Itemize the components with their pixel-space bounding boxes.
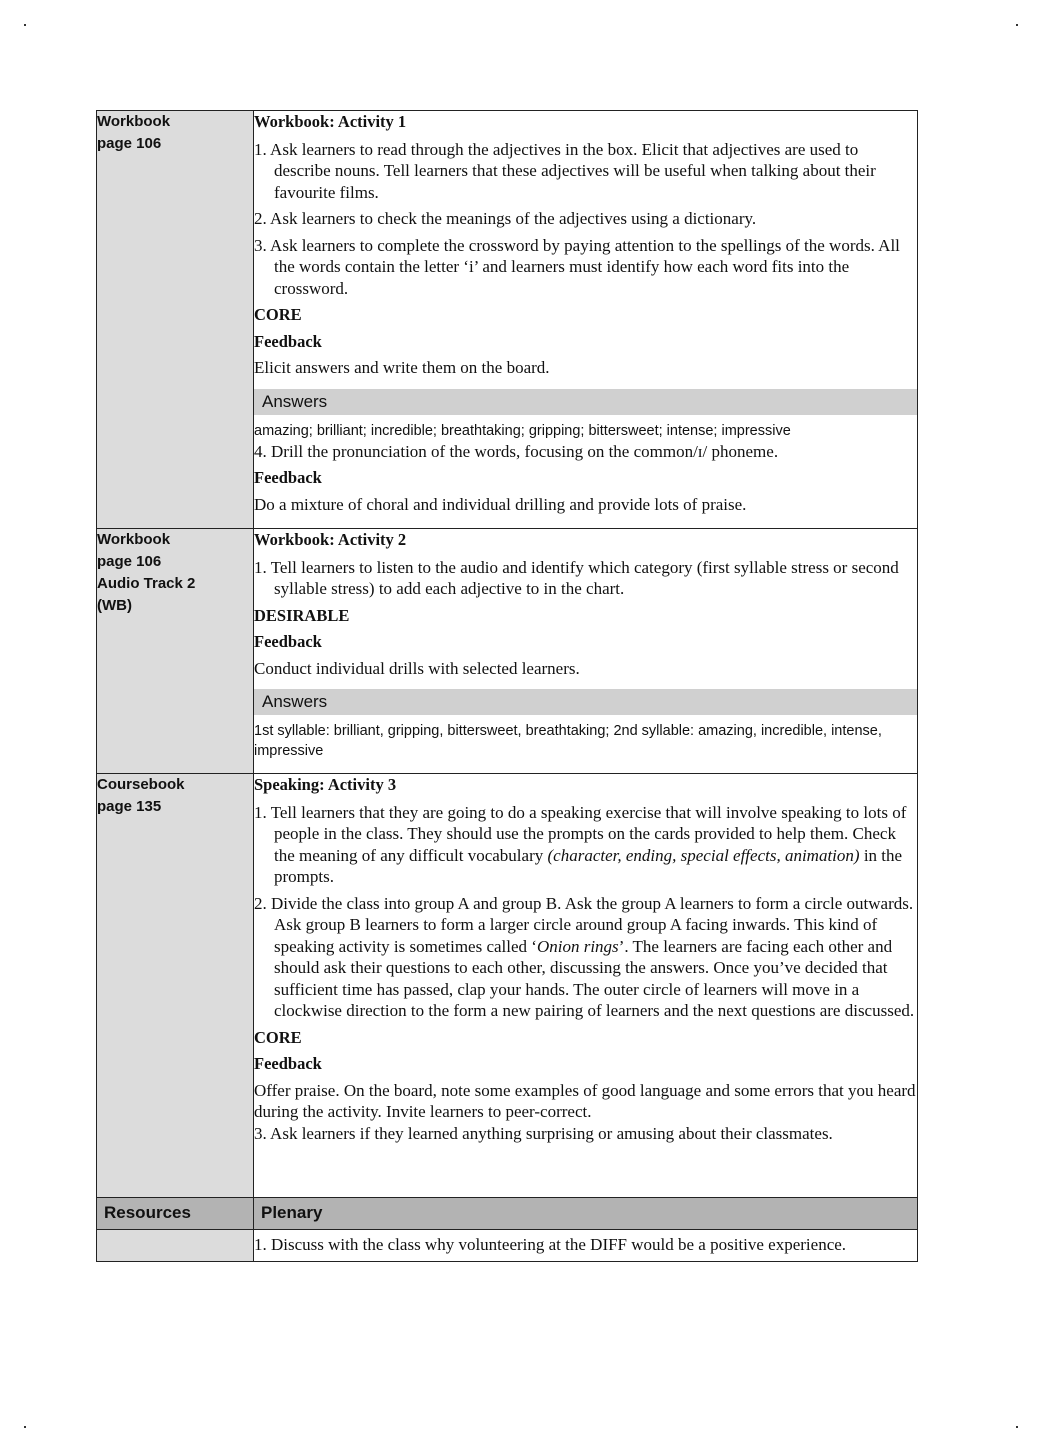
feedback-label: Feedback bbox=[254, 632, 322, 651]
activity-cell bbox=[254, 774, 918, 1198]
instruction-text: in the prompts. bbox=[274, 845, 903, 886]
section-header-row bbox=[97, 1198, 918, 1230]
feedback-text: Elicit answers and write them on the board. bbox=[254, 358, 550, 377]
resource-audio: Audio Track 2 bbox=[97, 575, 196, 592]
resource-cell bbox=[97, 1230, 254, 1262]
instruction-item bbox=[254, 802, 917, 888]
feedback-text: Conduct individual drills with selected learners. bbox=[254, 658, 580, 678]
answers-text: amazing; brilliant; incredible; breathtaking; gripping; bittersweet; intense; impressive bbox=[254, 422, 791, 439]
table-row bbox=[97, 529, 918, 774]
activity-title: Workbook: Activity 1 bbox=[254, 112, 407, 131]
table-row bbox=[97, 111, 918, 529]
level-label: DESIRABLE bbox=[254, 605, 350, 625]
instruction-item: 2. Ask learners to check the meanings of the adjectives using a dictionary. bbox=[254, 209, 757, 228]
feedback-text: Offer praise. On the board, note some examples of good language and some errors that you heard during the activity. Invite learners to peer-correct. bbox=[254, 1080, 916, 1121]
activity-name: Onion rings bbox=[536, 936, 619, 956]
plenary-header: Plenary bbox=[254, 1198, 918, 1230]
activity-title: Speaking: Activity 3 bbox=[254, 775, 397, 794]
level-label: CORE bbox=[254, 1027, 302, 1047]
answers-text: 1st syllable: brilliant, gripping, bittersweet, breathtaking; 2nd syllable: amazing, incredible, intense, impressive bbox=[254, 723, 882, 759]
feedback-label: Feedback bbox=[254, 331, 322, 351]
resource-cell bbox=[97, 529, 254, 774]
instruction-item: 4. Drill the pronunciation of the words, focusing on the common/ɪ/ phoneme. bbox=[254, 441, 779, 461]
instruction-item: 1. Tell learners to listen to the audio and identify which category (first syllable stress or second syllable stress) to add each adjective to in the chart. bbox=[254, 557, 899, 598]
resource-label: Coursebook bbox=[97, 776, 185, 793]
resource-page: page 106 bbox=[97, 553, 162, 570]
resource-audio-source: (WB) bbox=[97, 597, 132, 614]
activity-cell bbox=[254, 529, 918, 774]
answers-header: Answers bbox=[254, 389, 917, 415]
resource-cell bbox=[97, 111, 254, 529]
instruction-item: 1. Ask learners to read through the adjectives in the box. Elicit that adjectives are used to describe nouns. Tell learners that these adjectives will be useful when talking about their favourite films. bbox=[254, 139, 876, 202]
vocabulary-examples: (character, ending, special effects, animation) bbox=[547, 845, 860, 865]
instruction-text: 1. Tell learners that they are going to do a speaking exercise that will involve speaking to lots of people in the class. They should use the prompts on the cards provided to help them. Check the meaning of any difficult vocabulary bbox=[254, 802, 907, 865]
level-label: CORE bbox=[254, 305, 302, 324]
table-row bbox=[97, 774, 918, 1198]
resource-label: Workbook bbox=[97, 531, 171, 548]
feedback-label: Feedback bbox=[254, 1054, 322, 1073]
resources-header: Resources bbox=[97, 1198, 254, 1230]
resource-label: Workbook bbox=[97, 113, 171, 130]
crop-mark bbox=[1016, 1426, 1018, 1428]
crop-mark bbox=[24, 1426, 26, 1428]
plenary-cell bbox=[254, 1230, 918, 1262]
resource-page: page 106 bbox=[97, 135, 162, 152]
crop-mark bbox=[24, 24, 26, 26]
feedback-label: Feedback bbox=[254, 468, 322, 487]
crop-mark bbox=[1016, 24, 1018, 26]
answers-header: Answers bbox=[254, 689, 917, 715]
lesson-plan-table bbox=[96, 110, 918, 1262]
instruction-text: 2. Divide the class into group A and group B. Ask the group A learners to form a circle outwards. Ask group B learners to form a larger circle around group A facing inwards. This kind of speaking activity is sometimes called ‘ bbox=[254, 893, 914, 956]
plenary-item: 1. Discuss with the class why volunteering at the DIFF would be a positive experience. bbox=[254, 1235, 847, 1254]
instruction-item: 3. Ask learners if they learned anything surprising or amusing about their classmates. bbox=[254, 1123, 833, 1143]
feedback-text: Do a mixture of choral and individual drilling and provide lots of praise. bbox=[254, 494, 747, 514]
instruction-item bbox=[254, 893, 917, 1022]
instruction-item: 3. Ask learners to complete the crossword by paying attention to the spellings of the words. All the words contain the letter ‘i’ and learners must identify how each word fits into the crossword. bbox=[254, 235, 900, 298]
instruction-text: ’. The learners are facing each other and should ask their questions to each other, discussing the answers. Once you’ve decided that sufficient time has passed, clap your hands. The outer circle of learners will move in a clockwise direction to the form a new pairing of learners and the next questions are discussed. bbox=[274, 936, 915, 1020]
table-row bbox=[97, 1230, 918, 1262]
resource-page: page 135 bbox=[97, 798, 162, 815]
activity-title: Workbook: Activity 2 bbox=[254, 530, 407, 549]
resource-cell bbox=[97, 774, 254, 1198]
activity-cell bbox=[254, 111, 918, 529]
